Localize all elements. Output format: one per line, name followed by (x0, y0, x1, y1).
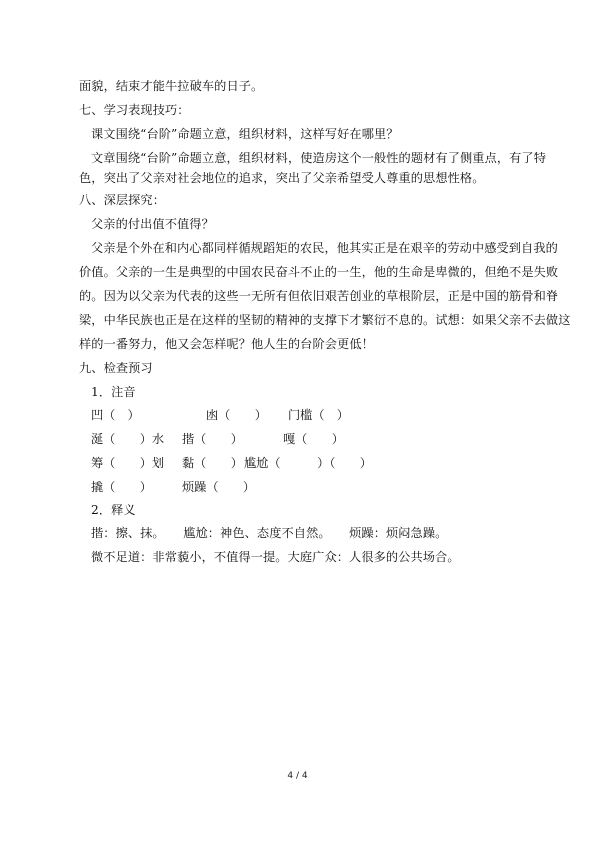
answer-seven-line-1: 文章围绕“台阶”命题立意，组织材料，使造房这个一般性的题材有了侧重点，有了特 (91, 151, 547, 165)
zhuyin-item: 黏（ ） (182, 456, 243, 470)
question-eight: 父亲的付出值不值得？ (91, 217, 214, 231)
answer-eight-line-3: 的。因为以父亲为代表的这些一无所有但依旧艰苦创业的草根阶层，正是中国的筋骨和脊 (79, 289, 559, 303)
question-seven: 课文围绕“台阶”命题立意，组织材料，这样写好在哪里？ (91, 127, 399, 141)
section-heading-nine: 九、检查预习 (79, 361, 153, 375)
answer-eight-line-1: 父亲是个外在和内心都同样循规蹈矩的农民，他其实正是在艰辛的劳动中感受到自我的 (91, 241, 558, 255)
zhuyin-item: 尴尬（ ）（ ） (244, 456, 372, 470)
zhuyin-item: 筹（ ）划 (91, 456, 165, 470)
text-line-continuation: 面貌，结束才能牛拉破车的日子。 (79, 79, 264, 93)
page-number: 4 / 4 (287, 771, 308, 781)
zhuyin-item: 凼（ ） (206, 408, 267, 422)
subheading-zhuyin: 1．注音 (91, 385, 136, 399)
answer-eight-line-2: 价值。父亲的一生是典型的中国农民奋斗不止的一生，他的生命是卑微的，但绝不是失败 (79, 265, 559, 279)
answer-eight-line-4: 梁，中华民族也正是在这样的坚韧的精神的支撑下才繁衍不息的。试想：如果父亲不去做这 (79, 313, 571, 327)
answer-eight-line-5: 样的一番努力，他又会怎样呢？他人生的台阶会更低！ (79, 337, 374, 351)
zhuyin-item: 凹（ ） (91, 408, 140, 422)
zhuyin-item: 嘎（ ） (283, 432, 344, 446)
zhuyin-item: 烦躁（ ） (182, 480, 256, 494)
section-heading-eight: 八、深层探究： (79, 193, 166, 207)
zhuyin-item: 门槛（ ） (288, 408, 349, 422)
zhuyin-item: 揩（ ） (182, 432, 243, 446)
shiyi-line-1: 揩：擦、抹。 尴尬：神色、态度不自然。 烦躁：烦闷急躁。 (91, 526, 448, 540)
section-heading-seven: 七、学习表现技巧： (79, 103, 190, 117)
subheading-shiyi: 2．释义 (91, 503, 136, 517)
zhuyin-item: 涎（ ）水 (91, 432, 165, 446)
zhuyin-item: 撬（ ） (91, 480, 152, 494)
answer-seven-line-2: 色，突出了父亲对社会地位的追求，突出了父亲希望受人尊重的思想性格。 (79, 171, 485, 185)
shiyi-line-2: 微不足道：非常藐小，不值得一提。大庭广众：人很多的公共场合。 (91, 550, 460, 564)
